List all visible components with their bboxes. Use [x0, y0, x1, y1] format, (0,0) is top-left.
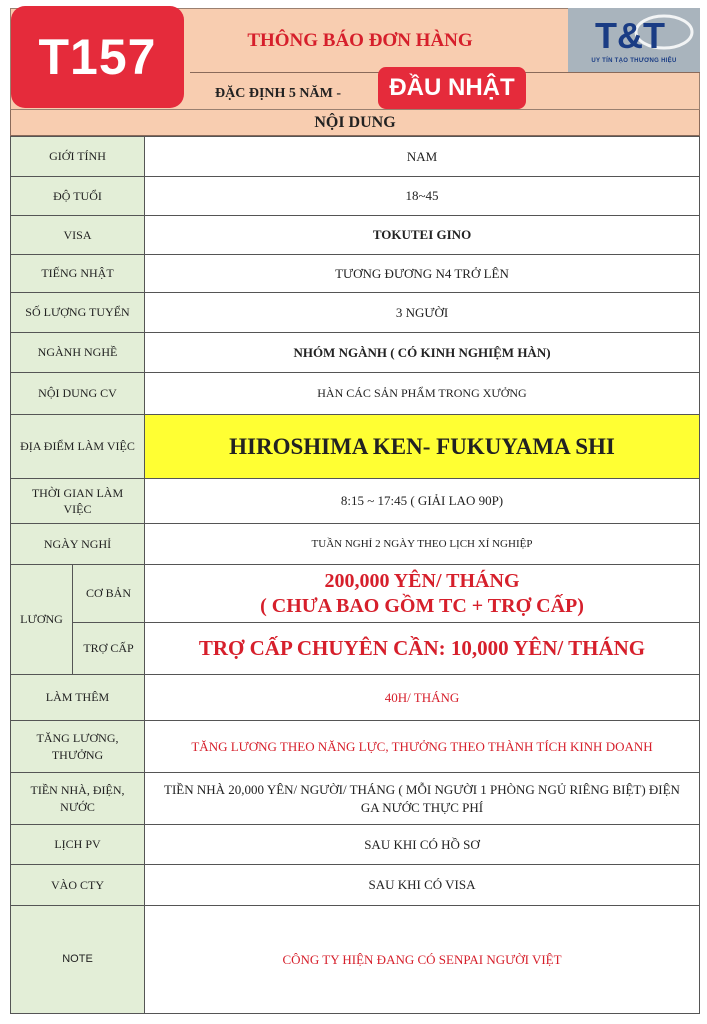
job-details-table — [10, 136, 700, 1014]
row-label: NỘI DUNG CV — [11, 373, 145, 414]
table-row-hours — [11, 479, 699, 524]
row-value: CÔNG TY HIỆN ĐANG CÓ SENPAI NGƯỜI VIỆT — [282, 951, 562, 967]
salary-base-value — [145, 565, 699, 622]
logo-tagline: UY TÍN TẠO THƯƠNG HIỆU — [591, 58, 677, 64]
row-label: VÀO CTY — [11, 865, 145, 905]
row-value: TIỀN NHÀ 20,000 YÊN/ NGƯỜI/ THÁNG ( MỖI NGƯỜI 1 PHÒNG NGỦ RIÊNG BIỆT) ĐIỆN GA NƯỚC THỰC PHÍ — [164, 781, 680, 815]
salary-allowance-value: TRỢ CẤP CHUYÊN CẦN: 10,000 YÊN/ THÁNG — [198, 636, 646, 661]
visa-type-subtitle: ĐẶC ĐỊNH 5 NĂM - — [215, 86, 341, 101]
table-row-quantity — [11, 293, 699, 333]
row-label: TĂNG LƯƠNG, THƯỞNG — [11, 721, 145, 772]
row-value: TĂNG LƯƠNG THEO NĂNG LỰC, THƯỞNG THEO THÀNH TÍCH KINH DOANH — [191, 738, 653, 754]
table-row-interview — [11, 825, 699, 865]
row-label: TIỀN NHÀ, ĐIỆN, NƯỚC — [11, 773, 145, 824]
row-label: NGÀY NGHỈ — [11, 524, 145, 564]
table-row-days-off — [11, 524, 699, 565]
row-value: 3 NGƯỜI — [395, 304, 449, 320]
table-row-housing — [11, 773, 699, 825]
row-value: TOKUTEI GINO — [372, 227, 472, 243]
row-label: SỐ LƯỢNG TUYỂN — [11, 293, 145, 332]
table-row-location — [11, 415, 699, 479]
order-code-badge: T157 — [11, 6, 184, 108]
row-value: 8:15 ~ 17:45 ( GIẢI LAO 90P) — [340, 493, 504, 509]
row-label: NOTE — [11, 906, 145, 1013]
row-label: GIỚI TÍNH — [11, 137, 145, 176]
salary-base-note: ( CHƯA BAO GỒM TC + TRỢ CẤP) — [260, 594, 584, 617]
row-label: VISA — [11, 216, 145, 254]
row-label: LỊCH PV — [11, 825, 145, 864]
table-row-salary — [11, 565, 699, 675]
row-value: NHÓM NGÀNH ( CÓ KINH NGHIỆM HÀN) — [293, 344, 551, 360]
row-value-highlight: HIROSHIMA KEN- FUKUYAMA SHI — [145, 415, 699, 478]
row-label: NGÀNH NGHỀ — [11, 333, 145, 372]
logo-text: T&T — [595, 15, 665, 56]
destination-badge: ĐẦU NHẬT — [378, 67, 526, 109]
row-value: SAU KHI CÓ VISA — [368, 877, 476, 893]
section-title: NỘI DUNG — [10, 110, 700, 136]
table-row-age — [11, 177, 699, 216]
row-value: NAM — [406, 148, 438, 164]
table-row-overtime — [11, 675, 699, 721]
table-row-visa — [11, 216, 699, 255]
row-label: LÀM THÊM — [11, 675, 145, 720]
table-row-industry — [11, 333, 699, 373]
salary-base-amount: 200,000 YÊN/ THÁNG — [324, 569, 520, 592]
table-row-japanese — [11, 255, 699, 293]
row-label: TIẾNG NHẬT — [11, 255, 145, 292]
document-title: THÔNG BÁO ĐƠN HÀNG — [247, 30, 473, 51]
company-logo — [568, 8, 700, 72]
salary-base-label: CƠ BẢN — [73, 565, 145, 622]
row-value: 40H/ THÁNG — [384, 689, 460, 705]
row-label: THỜI GIAN LÀM VIỆC — [11, 479, 145, 523]
row-value: TƯƠNG ĐƯƠNG N4 TRỞ LÊN — [335, 265, 509, 281]
row-label: ĐỘ TUỔI — [11, 177, 145, 215]
row-value: TUẦN NGHỈ 2 NGÀY THEO LỊCH XÍ NGHIỆP — [311, 537, 533, 550]
salary-allowance-label: TRỢ CẤP — [73, 623, 145, 674]
table-row-job — [11, 373, 699, 415]
table-row-gender — [11, 137, 699, 177]
row-value: HÀN CÁC SẢN PHẨM TRONG XƯỞNG — [317, 386, 527, 401]
row-value: SAU KHI CÓ HỒ SƠ — [364, 836, 480, 852]
row-value: 18~45 — [405, 188, 439, 204]
table-row-note — [11, 906, 699, 1013]
table-row-raise — [11, 721, 699, 773]
salary-label: LƯƠNG — [11, 565, 73, 674]
row-label: ĐỊA ĐIỂM LÀM VIỆC — [11, 415, 145, 478]
table-row-start — [11, 865, 699, 906]
